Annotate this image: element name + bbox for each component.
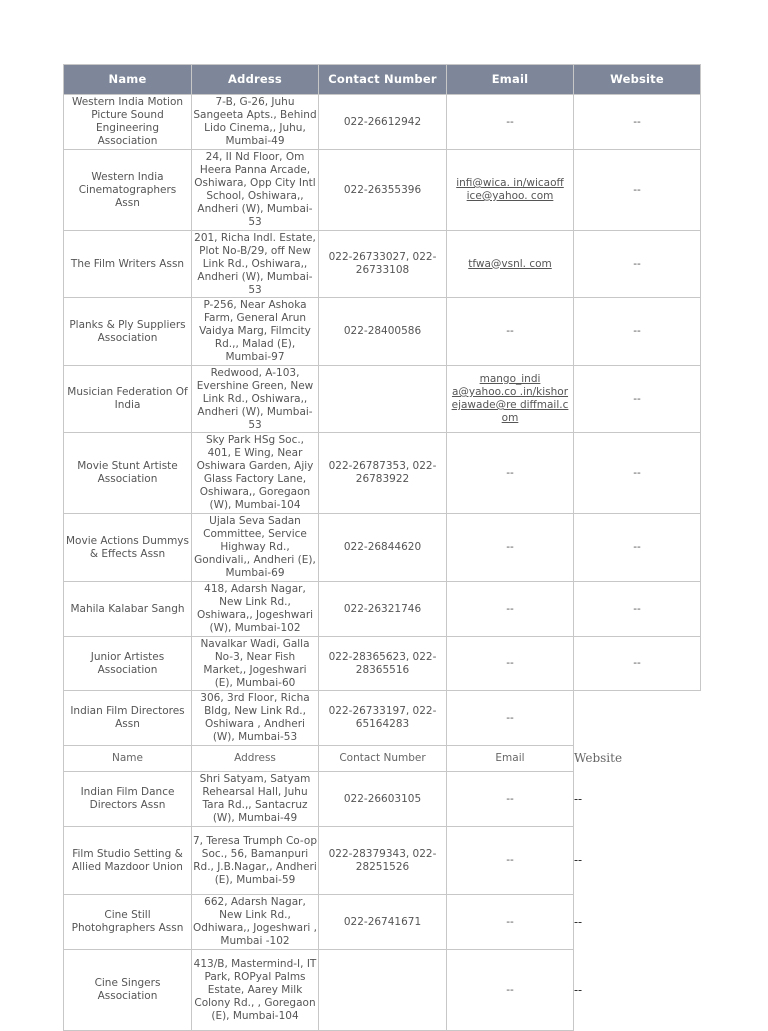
cell-name: Planks & Ply Suppliers Association [64,298,192,366]
cell-website: -- [574,433,701,514]
cell-contact: 022-26787353, 022-26783922 [319,433,447,514]
cell-website: -- [574,150,701,231]
cell-contact: 022-28400586 [319,298,447,366]
cell-email: -- [447,950,574,1031]
cell-name: Mahila Kalabar Sangh [64,582,192,637]
cell-name: Western India Motion Picture Sound Engineering Association [64,95,192,150]
cell-contact: 022-26844620 [319,514,447,582]
cell-email: -- [447,895,574,950]
subheader-name: Name [64,746,192,772]
subheader-website: Website [574,751,623,765]
cell-contact: 022-28365623, 022-28365516 [319,637,447,691]
cell-email: -- [447,691,574,746]
header-contact-number: Contact Number [319,65,447,95]
cell-website: -- [574,791,583,806]
cell-address: 7-B, G-26, Juhu Sangeeta Apts., Behind Lido Cinema,, Juhu, Mumbai-49 [192,95,319,150]
cell-contact: 022-28379343, 022-28251526 [319,827,447,895]
cell-address: 418, Adarsh Nagar, New Link Rd., Oshiwara,, Jogeshwari (W), Mumbai-102 [192,582,319,637]
cell-email: -- [447,514,574,582]
table-row [64,772,701,827]
cell-address: 24, II Nd Floor, Om Heera Panna Arcade, Oshiwara, Opp City Intl School, Oshiwara,, Andheri (W), Mumbai-53 [192,150,319,231]
header-name: Name [64,65,192,95]
cell-address: Sky Park HSg Soc., 401, E Wing, Near Oshiwara Garden, Ajiy Glass Factory Lane, Oshiwara,, Goregaon (W), Mumbai-104 [192,433,319,514]
cell-contact [319,950,447,1031]
table-row [64,150,701,231]
cell-website: -- [574,298,701,366]
cell-email: -- [447,637,574,691]
cell-name: Indian Film Dance Directors Assn [64,772,192,827]
table-subheader-row [64,746,701,772]
cell-address: P-256, Near Ashoka Farm, General Arun Vaidya Marg, Filmcity Rd.,, Malad (E), Mumbai-97 [192,298,319,366]
cell-email [447,231,574,298]
associations-table [63,64,701,1031]
subheader-contact-number: Contact Number [319,746,447,772]
table-row [64,691,701,746]
table-row [64,950,701,1031]
subheader-address: Address [192,746,319,772]
cell-email: -- [447,772,574,827]
cell-name: Musician Federation Of India [64,366,192,433]
header-address: Address [192,65,319,95]
cell-website: -- [574,853,583,867]
cell-contact: 022-26355396 [319,150,447,231]
cell-website: -- [574,366,701,433]
cell-contact: 022-26603105 [319,772,447,827]
cell-address: 7, Teresa Trumph Co-op Soc., 56, Bamanpuri Rd., J.B.Nagar,, Andheri (E), Mumbai-59 [192,827,319,895]
cell-contact: 022-26321746 [319,582,447,637]
cell-website: -- [574,582,701,637]
cell-address: Navalkar Wadi, Galla No-3, Near Fish Market,, Jogeshwari (E), Mumbai-60 [192,637,319,691]
header-email: Email [447,65,574,95]
cell-website [574,691,701,746]
cell-name: Junior Artistes Association [64,637,192,691]
table-row [64,366,701,433]
email-link[interactable]: mango_indi a@yahoo.co .in/kishor ejawade@re diffmail.c om [451,373,569,424]
cell-name: Movie Actions Dummys & Effects Assn [64,514,192,582]
header-website: Website [574,65,701,95]
cell-name: Film Studio Setting & Allied Mazdoor Union [64,827,192,895]
table-row [64,637,701,691]
subheader-email: Email [447,746,574,772]
cell-address: 201, Richa Indl. Estate, Plot No-B/29, off New Link Rd., Oshiwara,, Andheri (W), Mumbai-53 [192,231,319,298]
email-link[interactable]: tfwa@vsnl. com [468,257,552,270]
cell-email: -- [447,582,574,637]
cell-name: Movie Stunt Artiste Association [64,433,192,514]
table-row [64,95,701,150]
cell-address: Redwood, A-103, Evershine Green, New Link Rd., Oshiwara,, Andheri (W), Mumbai-53 [192,366,319,433]
cell-contact: 022-26612942 [319,95,447,150]
cell-contact: 022-26741671 [319,895,447,950]
cell-address: 662, Adarsh Nagar, New Link Rd., Odhiwara,, Jogeshwari , Mumbai -102 [192,895,319,950]
cell-website: -- [574,637,701,691]
cell-address: 306, 3rd Floor, Richa Bldg, New Link Rd., Oshiwara , Andheri (W), Mumbai-53 [192,691,319,746]
cell-contact: 022-26733197, 022-65164283 [319,691,447,746]
table-row [64,582,701,637]
cell-name: Cine Singers Association [64,950,192,1031]
table-row [64,895,701,950]
cell-website: -- [574,514,701,582]
cell-email [447,366,574,433]
table-row [64,298,701,366]
cell-email: -- [447,95,574,150]
table-row [64,433,701,514]
email-link[interactable]: infi@wica. in/wicaoff ice@yahoo. com [456,177,564,202]
table-row [64,514,701,582]
cell-website: -- [574,982,583,997]
table-row [64,827,701,895]
cell-website: -- [574,95,701,150]
cell-email: -- [447,298,574,366]
table-row [64,231,701,298]
cell-website: -- [574,914,583,929]
cell-name: Western India Cinematographers Assn [64,150,192,231]
table-header-row [64,65,701,95]
cell-name: Cine Still Photohgraphers Assn [64,895,192,950]
cell-name: The Film Writers Assn [64,231,192,298]
cell-website: -- [574,231,701,298]
cell-email: -- [447,433,574,514]
cell-address: Ujala Seva Sadan Committee, Service Highway Rd., Gondivali,, Andheri (E), Mumbai-69 [192,514,319,582]
cell-contact [319,366,447,433]
cell-email [447,150,574,231]
cell-contact: 022-26733027, 022-26733108 [319,231,447,298]
cell-address: 413/B, Mastermind-I, IT Park, ROPyal Palms Estate, Aarey Milk Colony Rd., , Goregaon (E), Mumbai-104 [192,950,319,1031]
cell-email: -- [447,827,574,895]
cell-address: Shri Satyam, Satyam Rehearsal Hall, Juhu Tara Rd.,, Santacruz (W), Mumbai-49 [192,772,319,827]
cell-name: Indian Film Directores Assn [64,691,192,746]
